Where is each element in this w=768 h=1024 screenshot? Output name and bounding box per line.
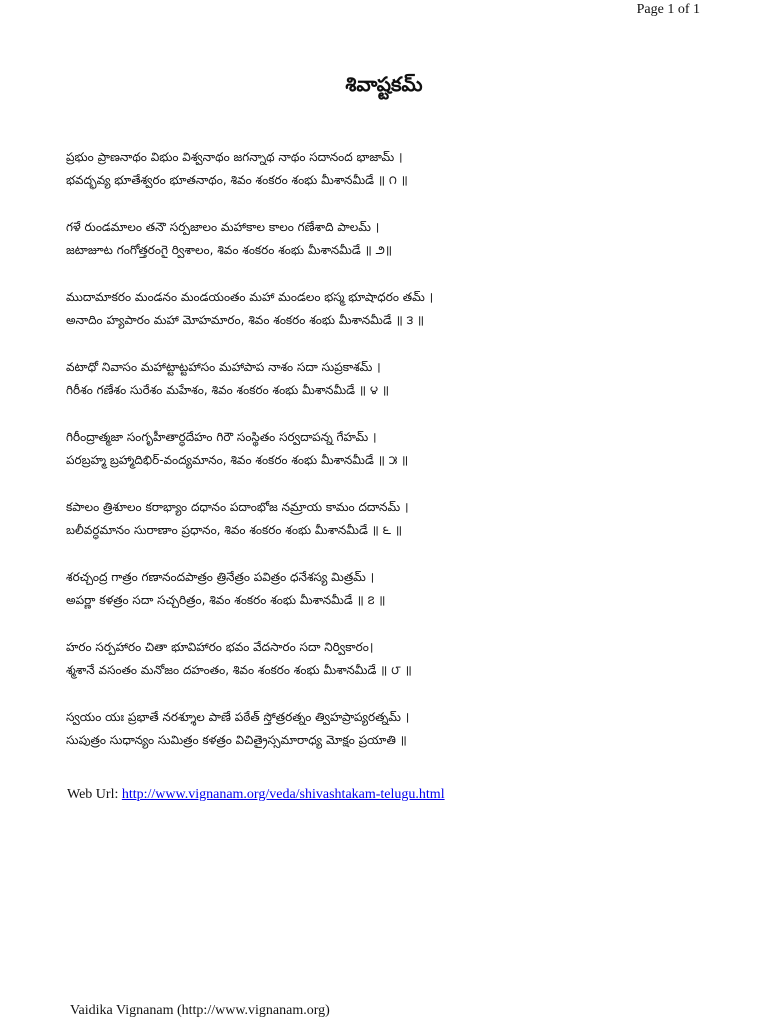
stanza-line: భవద్భవ్య భూతేశ్వరం భూతనాథం, శివం శంకరం శంభు మీశానమీడే ॥ ౧ ॥ <box>66 173 408 187</box>
stanza-line: హరం సర్పహారం చితా భూవిహారం భవం వేదసారం సదా నిర్వికారం। <box>66 640 374 654</box>
stanza-line: ప్రభుం ప్రాణనాథం విభుం విశ్వనాథం జగన్నాథ నాథం సదానంద భాజామ్ । <box>66 150 403 164</box>
web-url-label: Web Url: <box>67 787 119 802</box>
stanza-line: అపర్ణా కళత్రం సదా సచ్చరిత్రం, శివం శంకరం శంభు మీశానమీడే ॥ ౭ ॥ <box>66 593 386 607</box>
footer-text: Vaidika Vignanam (http://www.vignanam.org) <box>70 1003 330 1018</box>
page-number: Page 1 of 1 <box>636 2 700 17</box>
web-url-row <box>67 787 445 803</box>
stanza-7 <box>66 566 706 612</box>
page-title: శివాష్టకమ్ <box>345 72 423 96</box>
stanza-line: అనాదిం హ్యపారం మహా మోహమారం, శివం శంకరం శంభు మీశానమీడే ॥ ౩ ॥ <box>66 313 425 327</box>
stanza-line: వటాధో నివాసం మహాట్టాట్టహాసం మహాపాప నాశం సదా సుప్రకాశమ్ । <box>66 360 381 374</box>
stanza-4 <box>66 356 706 402</box>
stanza-2 <box>66 216 706 262</box>
stanza-line: స్వయం యః ప్రభాతే నరశ్శూల పాణే పఠేత్ స్తోత్రరత్నం త్విహప్రాప్యరత్నమ్ । <box>66 710 410 724</box>
stanza-1 <box>66 146 706 192</box>
web-url-link[interactable]: http://www.vignanam.org/veda/shivashtakam-telugu.html <box>121 787 445 802</box>
stanza-line: పరబ్రహ్మ బ్రహ్మాదిభిర్-వంద్యమానం, శివం శంకరం శంభు మీశానమీడే ॥ ౫ ॥ <box>66 453 409 467</box>
verse-list <box>66 146 706 776</box>
stanza-line: శ్మశానే వసంతం మనోజం దహంతం, శివం శంకరం శంభు మీశానమీడే ॥ ౮ ॥ <box>66 663 412 677</box>
stanza-line: గళే రుండమాలం తనౌ సర్పజాలం మహాకాల కాలం గణేశాది పాలమ్ । <box>66 220 380 234</box>
stanza-5 <box>66 426 706 472</box>
stanza-line: బలీవర్ధమానం సురాణాం ప్రధానం, శివం శంకరం శంభు మీశానమీడే ॥ ౬ ॥ <box>66 523 403 537</box>
stanza-6 <box>66 496 706 542</box>
stanza-3 <box>66 286 706 332</box>
stanza-line: సుపుత్రం సుధాన్యం సుమిత్రం కళత్రం విచిత్రైస్సమారాధ్య మోక్షం ప్రయాతి ॥ <box>66 733 407 747</box>
stanza-line: ముదామాకరం మండనం మండయంతం మహా మండలం భస్మ భూషాధరం తమ్ । <box>66 290 434 304</box>
stanza-9 <box>66 706 706 752</box>
stanza-line: జటాజూట గంగోత్తరంగై ర్విశాలం, శివం శంకరం శంభు మీశానమీడే ॥ ౨॥ <box>66 243 393 257</box>
stanza-line: గిరీశం గణేశం సురేశం మహేశం, శివం శంకరం శంభు మీశానమీడే ॥ ౪ ॥ <box>66 383 390 397</box>
stanza-8 <box>66 636 706 682</box>
stanza-line: కపాలం త్రిశూలం కరాభ్యాం దధానం పదాంభోజ నమ్రాయ కామం దదానమ్ । <box>66 500 409 514</box>
stanza-line: గిరీంద్రాత్మజా సంగృహీతార్ధదేహం గిరౌ సంస్థితం సర్వదాపన్న గేహమ్ । <box>66 430 377 444</box>
stanza-line: శరచ్చంద్ర గాత్రం గణానందపాత్రం త్రినేత్రం పవిత్రం ధనేశస్య మిత్రమ్ । <box>66 570 375 584</box>
